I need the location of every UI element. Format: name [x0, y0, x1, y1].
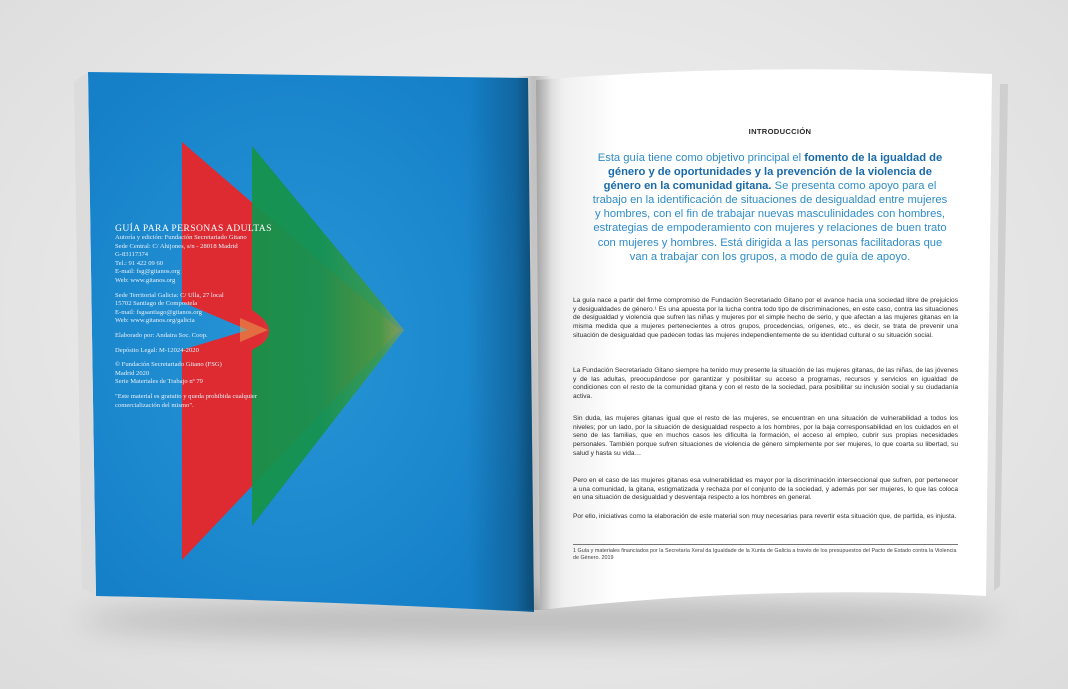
body-paragraph: La guía nace a partir del firme compromiso de Fundación Secretariado Gitano por el avance hacia una sociedad libre de prejuicios y desigualdades de género.¹ Es una apuesta por la lucha contra todo tipo de discriminaciones, en este caso, contra las situaciones de desigualdad y violencia que sufren las niñas y mujeres por el simple hecho de serlo, y que afectan a las mujeres gitanas en la misma medida que a mujeres pertenecientes a otros grupos, procedencias, orígenes, etc., es decir, se trata de prevenir una situación de desigualdad que padecen todas las mujeres independientemente de su identidad cultural o su situación social. [573, 297, 958, 339]
credit-line: Serie Materiales de Trabajo nº 79 [115, 378, 203, 386]
notice-line: "Este material es gratuito y queda prohibida cualquier comercialización del mismo". [115, 392, 258, 409]
guide-title: GUÍA PARA PERSONAS ADULTAS [115, 223, 272, 234]
credit-line: G-83117374 [115, 251, 149, 259]
elaborado-line: Elaborado por: Andaira Soc. Coop. [115, 331, 208, 339]
credit-line: © Fundación Secretariado Gitano (FSG) [115, 361, 222, 369]
intro-paragraph [590, 151, 950, 264]
credit-line: E-mail: fsg@gitanos.org [115, 268, 180, 276]
deposito-line: Depósito Legal: M-12024-2020 [115, 346, 199, 354]
credit-line: 15702 Santiago de Compostela [115, 300, 198, 308]
body-paragraph: Pero en el caso de las mujeres gitanas esa vulnerabilidad es mayor por la discriminación interseccional que sufren, por pertenecer a una comunidad, la gitana, estigmatizada y rechaza por el conjunto de la sociedad, y además por ser mujeres, lo que las coloca en una situación de desigualdad y desventaja respecto a los hombres en general. [573, 477, 958, 502]
credit-line: Web: www.gitanos.org [115, 276, 176, 284]
intro-bold-text: fomento de la igualdad de género y de oportunidades y la prevención de la violencia de género en la comunidad gitana. [603, 152, 943, 193]
body-paragraph: La Fundación Secretariado Gitano siempre ha tenido muy presente la situación de las mujeres gitanas, de las niñas, de las jóvenes y de las adultas, preocupándose por garantizar y posibilitar su acceso a programas, recursos y servicios en igualdad de condiciones con el resto de la comunidad gitana y con el resto de la sociedad, para posibilitar su inclusión social y su ciudadanía activa. [573, 367, 958, 401]
credit-line: Web: www.gitanos.org/galicia [115, 317, 195, 325]
credit-line: Sede Territorial Galicia: C/ Ulla, 27 local [115, 291, 224, 299]
footnote: 1 Guía y materiales financiados por la Secretaría Xeral da Igualdade de la Xunta de Galicia a través de los presupuestos del Pacto de Estado contra la Violencia de Género. 2019 [573, 544, 958, 562]
body-paragraph: Sin duda, las mujeres gitanas igual que el resto de las mujeres, se encuentran en una situación de vulnerabilidad a todos los niveles; por un lado, por la situación de desigualdad respecto a los hombres, por la baja corresponsabilidad en los cuidados en el seno de las familias, que en muchos casos les dificulta la formación, el acceso al empleo, cubrir sus propias necesidades personales. También porque sufren situaciones de violencia de género simplemente por ser mujeres, lo que coarta su libertad, su salud y hasta su vida… [573, 415, 958, 457]
credit-line: Tel.: 91 422 09 60 [115, 259, 164, 267]
intro-text-2: Se presenta como apoyo para el trabajo en la identificación de situaciones de desigualdad entre mujeres y hombres, con el fin de trabajar nuevas masculinidades con hombres, estrategias de empoderamiento con mujeres y relaciones de buen trato con mujeres y hombres. Está dirigida a las personas facilitadoras que van a trabajar con los grupos, a modo de guía de apoyo. [592, 180, 948, 263]
credit-line: Sede Central: C/ Ahijones, s/n - 28018 Madrid [115, 242, 238, 250]
credit-line: E-mail: fsgsantiago@gitanos.org [115, 308, 202, 316]
credit-line: Madrid 2020 [115, 369, 150, 377]
body-paragraph: Por ello, iniciativas como la elaboración de este material son muy necesarias para revertir esta situación que, de partida, es injusta. [573, 513, 957, 520]
right-page-stack-edge [992, 84, 1008, 592]
credits-block [115, 223, 285, 410]
credit-line: Autoría y edición: Fundación Secretariado Gitano [115, 234, 247, 241]
intro-text-1: Esta guía tiene como objetivo principal el [597, 152, 805, 164]
section-heading: INTRODUCCIÓN [748, 127, 812, 136]
